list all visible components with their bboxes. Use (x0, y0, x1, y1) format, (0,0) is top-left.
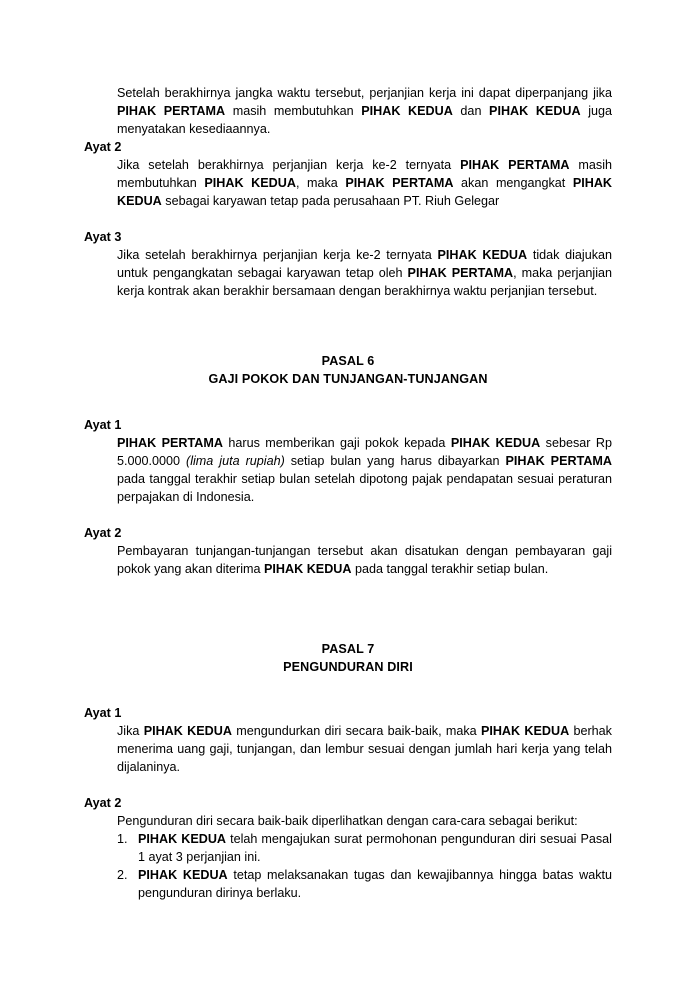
pasal-7-title: PASAL 7 (321, 642, 375, 656)
party-name-bold: PIHAK KEDUA (264, 562, 352, 576)
paragraph-pasal6-ayat1 (117, 434, 612, 506)
spacer (84, 630, 612, 640)
spacer (84, 210, 612, 228)
paragraph-pasal7-ayat1 (117, 722, 612, 776)
text-run: masih membutuhkan (225, 104, 362, 118)
text-run: pada tanggal terakhir setiap bulan. (351, 562, 549, 576)
text-run: dan (452, 104, 490, 118)
party-name-bold: PIHAK KEDUA (450, 436, 541, 450)
list-item (117, 866, 612, 902)
paragraph-pasal5-ayat1-continued (117, 84, 612, 138)
paragraph-pasal7-ayat2-intro: Pengunduran diri secara baik-baik diperlihatkan dengan cara-cara sebagai berikut: (117, 814, 578, 828)
list-item-number: 1. (117, 832, 128, 846)
text-run: harus memberikan gaji pokok kepada (222, 436, 451, 450)
pengunduran-diri-list (117, 830, 612, 902)
party-name-bold: PIHAK KEDUA (204, 176, 296, 190)
list-item-number: 2. (117, 868, 128, 882)
party-name-bold: PIHAK KEDUA (143, 724, 232, 738)
text-run: pada tanggal terakhir setiap bulan setelah dipotong pajak pendapatan sesuai peraturan perpajakan di Indonesia. (117, 472, 612, 504)
spacer (84, 676, 612, 704)
text-run: telah mengajukan surat permohonan pengunduran diri sesuai Pasal 1 ayat 3 perjanjian ini. (138, 832, 612, 864)
spacer (84, 578, 612, 630)
party-name-bold: PIHAK KEDUA (437, 248, 528, 262)
text-run: , maka perjanjian kerja kontrak akan berakhir bersamaan dengan berakhirnya waktu perjanjian tersebut. (117, 266, 613, 298)
section-heading-pasal-7 (84, 640, 612, 676)
list-item (117, 830, 612, 866)
text-run: Pembayaran tunjangan-tunjangan tersebut akan disatukan dengan pembayaran gaji pokok yang akan diterima (117, 544, 612, 576)
ayat-label-2: Ayat 2 (84, 140, 122, 154)
pasal-6-title: PASAL 6 (321, 354, 375, 368)
text-run: akan mengangkat (453, 176, 573, 190)
paragraph-pasal6-ayat2 (117, 542, 612, 578)
ayat-label-2: Ayat 2 (84, 526, 122, 540)
text-run: Setelah berakhirnya jangka waktu tersebut, perjanjian kerja ini dapat diperpanjang jika (117, 86, 612, 100)
document-body (84, 84, 612, 902)
text-run: Jika (117, 724, 144, 738)
party-name-bold: PIHAK KEDUA (117, 176, 613, 208)
text-run: Jika setelah berakhirnya perjanjian kerja ke-2 ternyata (117, 158, 461, 172)
party-name-bold: PIHAK PERTAMA (460, 158, 570, 172)
party-name-bold: PIHAK PERTAMA (505, 454, 613, 468)
text-run: juga menyatakan kesediaannya. (117, 104, 613, 136)
ayat-label-1: Ayat 1 (84, 418, 122, 432)
party-name-bold: PIHAK PERTAMA (407, 266, 514, 280)
paragraph-pasal5-ayat3 (117, 246, 612, 300)
ayat-label-3: Ayat 3 (84, 230, 122, 244)
text-run: tidak diajukan untuk pengangkatan sebagai karyawan tetap oleh (117, 248, 613, 280)
text-run: berhak menerima uang gaji, tunjangan, dan lembur sesuai dengan jumlah hari kerja yang telah dijalaninya. (117, 724, 612, 774)
text-run: mengundurkan diri secara baik-baik, maka (231, 724, 481, 738)
spacer (84, 506, 612, 524)
party-name-bold: PIHAK PERTAMA (117, 104, 226, 118)
party-name-bold: PIHAK KEDUA (138, 868, 228, 882)
spacer (84, 300, 612, 352)
pasal-6-subtitle: GAJI POKOK DAN TUNJANGAN-TUNJANGAN (208, 372, 488, 386)
section-heading-pasal-6 (84, 352, 612, 388)
ayat-label-2: Ayat 2 (84, 796, 122, 810)
text-run: Jika setelah berakhirnya perjanjian kerja ke-2 ternyata (117, 248, 438, 262)
party-name-bold: PIHAK PERTAMA (345, 176, 454, 190)
salary-amount-words-italic: (lima juta rupiah) (186, 454, 285, 468)
party-name-bold: PIHAK KEDUA (489, 104, 581, 118)
party-name-bold: PIHAK KEDUA (361, 104, 453, 118)
text-run: sebesar Rp 5.000.0000 (117, 436, 612, 468)
pasal-7-subtitle: PENGUNDURAN DIRI (283, 660, 413, 674)
text-run: tetap melaksanakan tugas dan kewajibannya hingga batas waktu pengunduran dirinya berlaku. (138, 868, 612, 900)
party-name-bold: PIHAK PERTAMA (117, 436, 223, 450)
text-run: masih membutuhkan (117, 158, 613, 190)
text-run: setiap bulan yang harus dibayarkan (284, 454, 506, 468)
ayat-label-1: Ayat 1 (84, 706, 122, 720)
spacer (84, 776, 612, 794)
party-name-bold: PIHAK KEDUA (480, 724, 570, 738)
party-name-bold: PIHAK KEDUA (138, 832, 227, 846)
spacer (84, 388, 612, 416)
text-run: sebagai karyawan tetap pada perusahaan PT. Riuh Gelegar (161, 194, 500, 208)
paragraph-pasal5-ayat2 (117, 156, 612, 210)
text-run: , maka (295, 176, 346, 190)
